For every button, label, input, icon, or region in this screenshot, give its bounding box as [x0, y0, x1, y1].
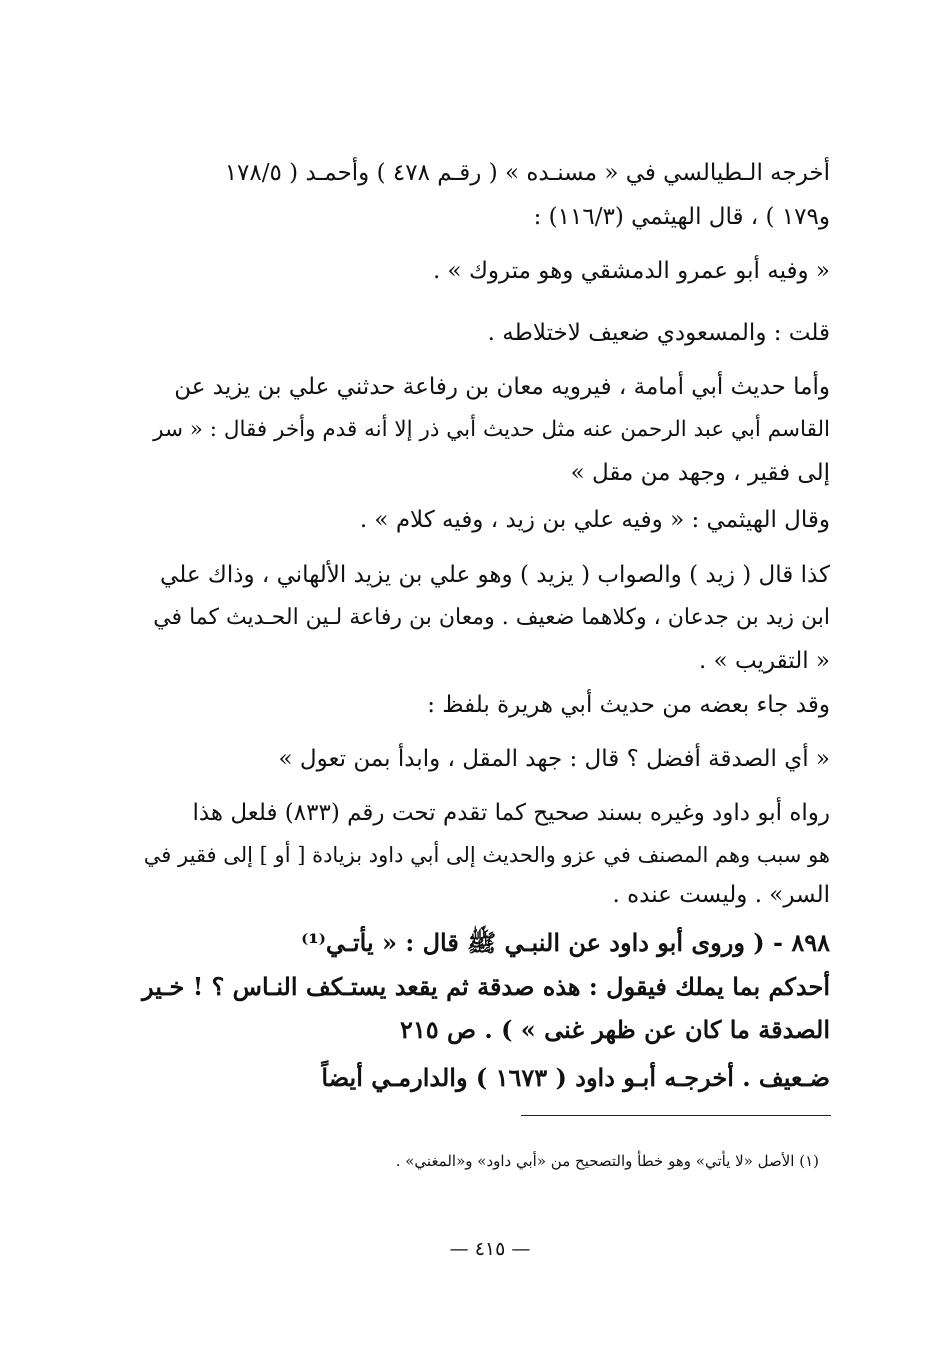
footnote: (١) الأصل «لا يأتي» وهو خطأ والتصحيح من «أبي داود» و«المغني» . [395, 1152, 819, 1170]
paragraph-line: « التقريب » . [698, 648, 830, 674]
paragraph-line: وقد جاء بعضه من حديث أبي هريرة بلفظ : [427, 692, 830, 718]
paragraph-line: ابن زيد بن جدعان ، وكلاهما ضعيف . ومعان بن رفاعة لـين الحـديث كما في [153, 605, 830, 630]
paragraph-line: القاسم أبي عبد الرحمن عنه مثل حديث أبي ذر إلا أنه قدم وأخر فقال : « سر [153, 417, 830, 442]
hadith-heading-line: أحدكم بما يملك فيقول : هذه صدقة ثم يقعد يستـكف النـاس ؟ ! خـير [141, 972, 830, 1001]
paragraph-line: أخرجه الـطيالسي في « مسنـده » ( رقـم ٤٧٨ ) وأحمـد ( ١٧٨/٥ [224, 160, 830, 186]
paragraph-line: السر» . وليست عنده . [612, 882, 830, 908]
paragraph-line: رواه أبو داود وغيره بسند صحيح كما تقدم تحت رقم (٨٣٣) فلعل هذا [192, 800, 830, 826]
paragraph-line: قلت : والمسعودي ضعيف لاختلاطه . [487, 320, 830, 346]
quote-line: « أي الصدقة أفضل ؟ قال : جهد المقل ، وابدأ بمن تعول » [278, 746, 830, 772]
hadith-heading-line: ٨٩٨ - ( وروى أبو داود عن النبـي ﷺ قال : « يأتـي⁽¹⁾ [301, 928, 830, 957]
quote-line: « وفيه أبو عمرو الدمشقي وهو متروك » . [432, 258, 830, 284]
main-text [140, 0, 830, 1100]
paragraph-line: كذا قال ( زيد ) والصواب ( يزيد ) وهو علي بن يزيد الألهاني ، وذاك علي [160, 562, 830, 588]
page-number: — ٤١٥ — [449, 1238, 531, 1260]
hadith-heading-line: الصدقة ما كان عن ظهر غنى » ) . ص ٢١٥ [399, 1015, 830, 1044]
paragraph-line: و١٧٩ ) ، قال الهيثمي (١١٦/٣) : [533, 204, 830, 230]
paragraph-line: وأما حديث أبي أمامة ، فيرويه معان بن رفاعة حدثني علي بن يزيد عن [174, 374, 830, 400]
paragraph-line: ضـعيف . أخرجـه أبـو داود ( ١٦٧٣ ) والدارمـي أيضاً [321, 1063, 830, 1092]
paragraph-line: وقال الهيثمي : « وفيه علي بن زيد ، وفيه كلام » . [359, 507, 830, 533]
paragraph-line: إلى فقير ، وجهد من مقل » [570, 460, 830, 486]
paragraph-line: هو سبب وهم المصنف في عزو والحديث إلى أبي داود بزيادة [ أو ] إلى فقير في [143, 843, 830, 867]
footnote-divider [521, 1115, 831, 1116]
